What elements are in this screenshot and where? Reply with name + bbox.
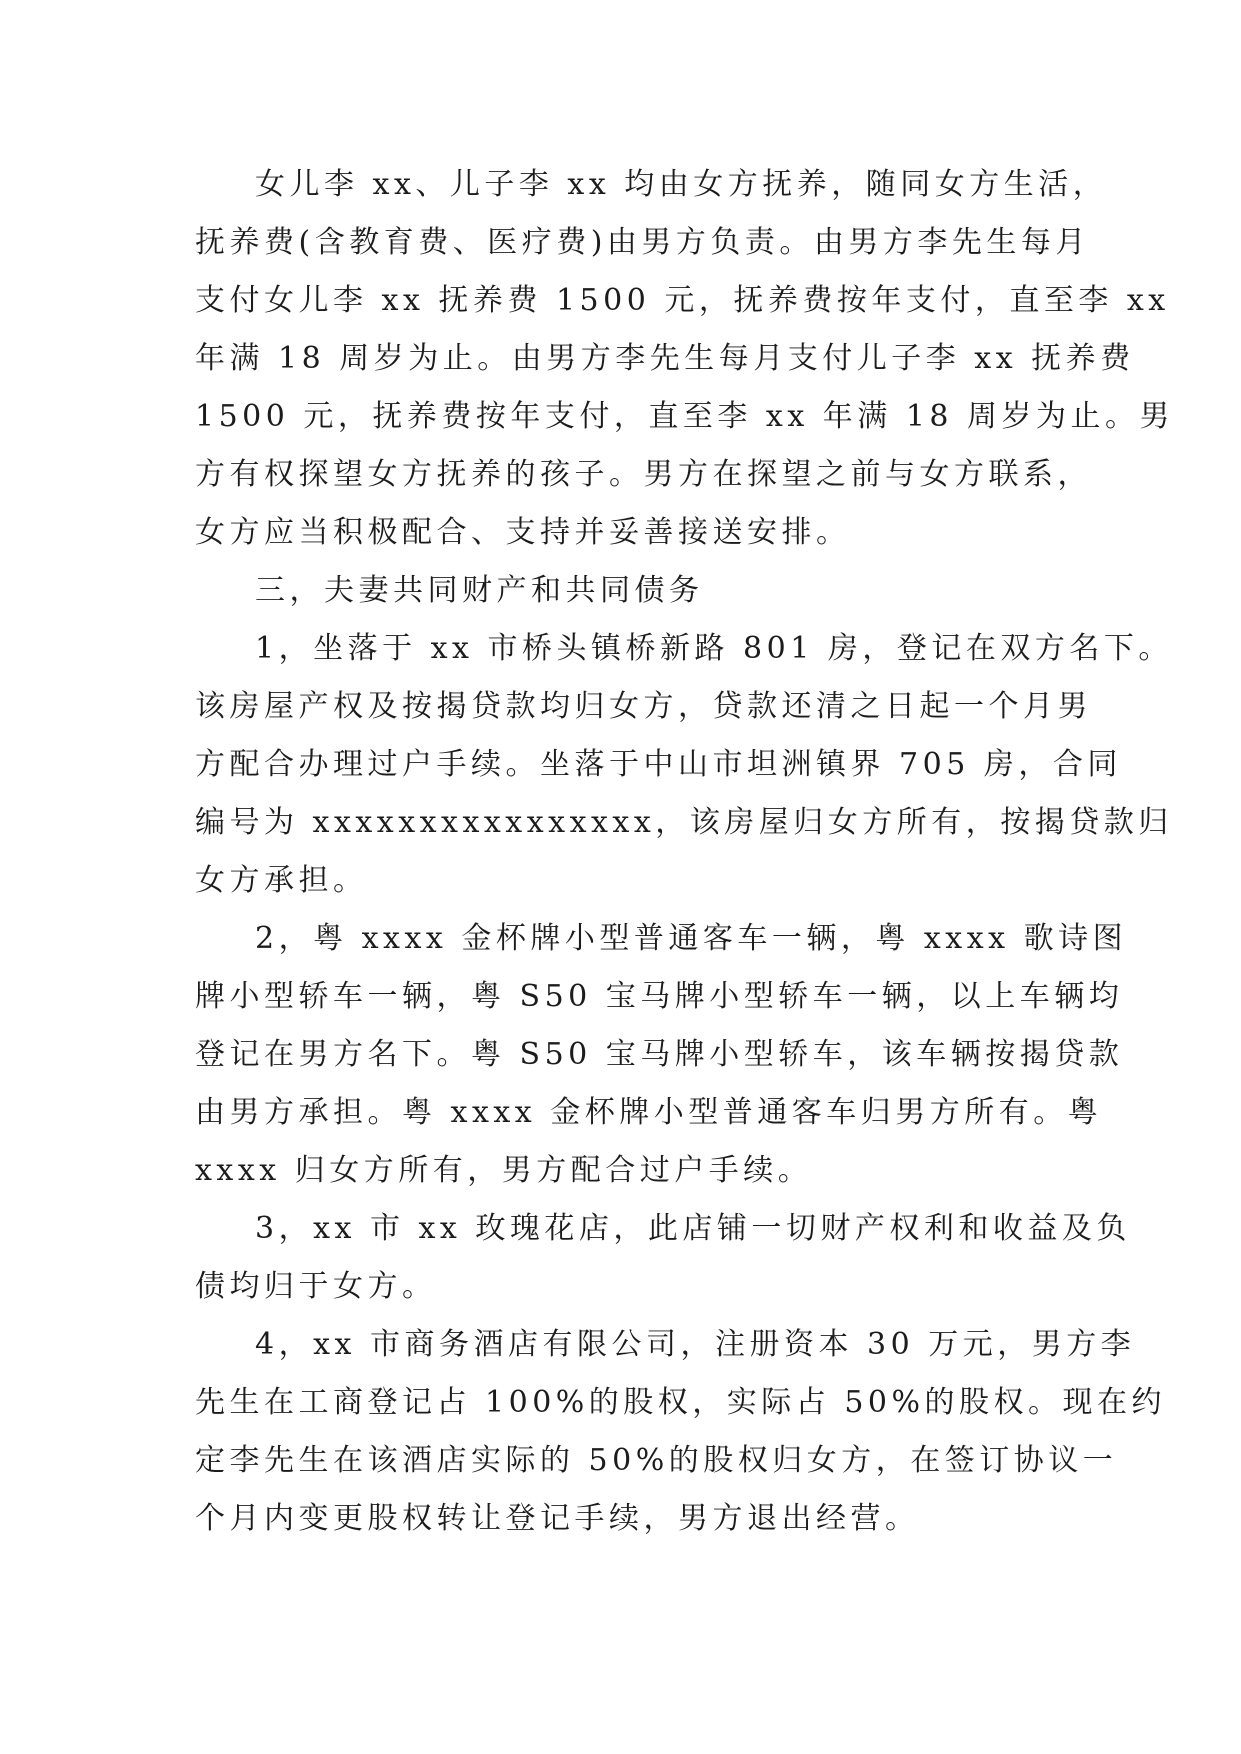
- paragraph-line: 方配合办理过户手续。坐落于中山市坦洲镇界 705 房，合同: [195, 747, 1122, 782]
- paragraph-line: 支付女儿李 xx 抚养费 1500 元，抚养费按年支付，直至李 xx: [195, 283, 1170, 318]
- paragraph-line: 定李先生在该酒店实际的 50%的股权归女方，在签订协议一: [195, 1443, 1118, 1478]
- paragraph-line: 编号为 xxxxxxxxxxxxxxxx，该房屋归女方所有，按揭贷款归: [195, 805, 1173, 840]
- paragraph-line: 2，粤 xxxx 金杯牌小型普通客车一辆，粤 xxxx 歌诗图: [255, 921, 1128, 956]
- paragraph-line: 年满 18 周岁为止。由男方李先生每月支付儿子李 xx 抚养费: [195, 341, 1135, 376]
- paragraph-line: 由男方承担。粤 xxxx 金杯牌小型普通客车归男方所有。粤: [195, 1095, 1103, 1130]
- paragraph-line: 3，xx 市 xx 玫瑰花店，此店铺一切财产权利和收益及负: [255, 1211, 1131, 1246]
- paragraph-line: 债均归于女方。: [195, 1269, 437, 1304]
- paragraph-line: 1500 元，抚养费按年支付，直至李 xx 年满 18 周岁为止。男: [195, 399, 1175, 434]
- paragraph-line: 个月内变更股权转让登记手续，男方退出经营。: [195, 1501, 920, 1536]
- paragraph-line: 牌小型轿车一辆，粤 S50 宝马牌小型轿车一辆，以上车辆均: [195, 979, 1124, 1014]
- paragraph-line: 女儿李 xx、儿子李 xx 均由女方抚养，随同女方生活，: [255, 167, 1108, 202]
- paragraph-line: 女方应当积极配合、支持并妥善接送安排。: [195, 515, 851, 550]
- paragraph-line: 1，坐落于 xx 市桥头镇桥新路 801 房，登记在双方名下。: [255, 631, 1173, 666]
- paragraph-line: 登记在男方名下。粤 S50 宝马牌小型轿车，该车辆按揭贷款: [195, 1037, 1124, 1072]
- paragraph-line: 先生在工商登记占 100%的股权，实际占 50%的股权。现在约: [195, 1385, 1167, 1420]
- paragraph-line: 方有权探望女方抚养的孩子。男方在探望之前与女方联系，: [195, 457, 1092, 492]
- document-body: [195, 156, 1175, 1548]
- paragraph-line: 抚养费(含教育费、医疗费)由男方负责。由男方李先生每月: [195, 225, 1090, 260]
- paragraph-line: 4，xx 市商务酒店有限公司，注册资本 30 万元，男方李: [255, 1327, 1136, 1362]
- section-heading: 三，夫妻共同财产和共同债务: [255, 573, 704, 608]
- paragraph-line: 该房屋产权及按揭贷款均归女方，贷款还清之日起一个月男: [195, 689, 1092, 724]
- paragraph-line: 女方承担。: [195, 863, 368, 898]
- paragraph-line: xxxx 归女方所有，男方配合过户手续。: [195, 1153, 813, 1188]
